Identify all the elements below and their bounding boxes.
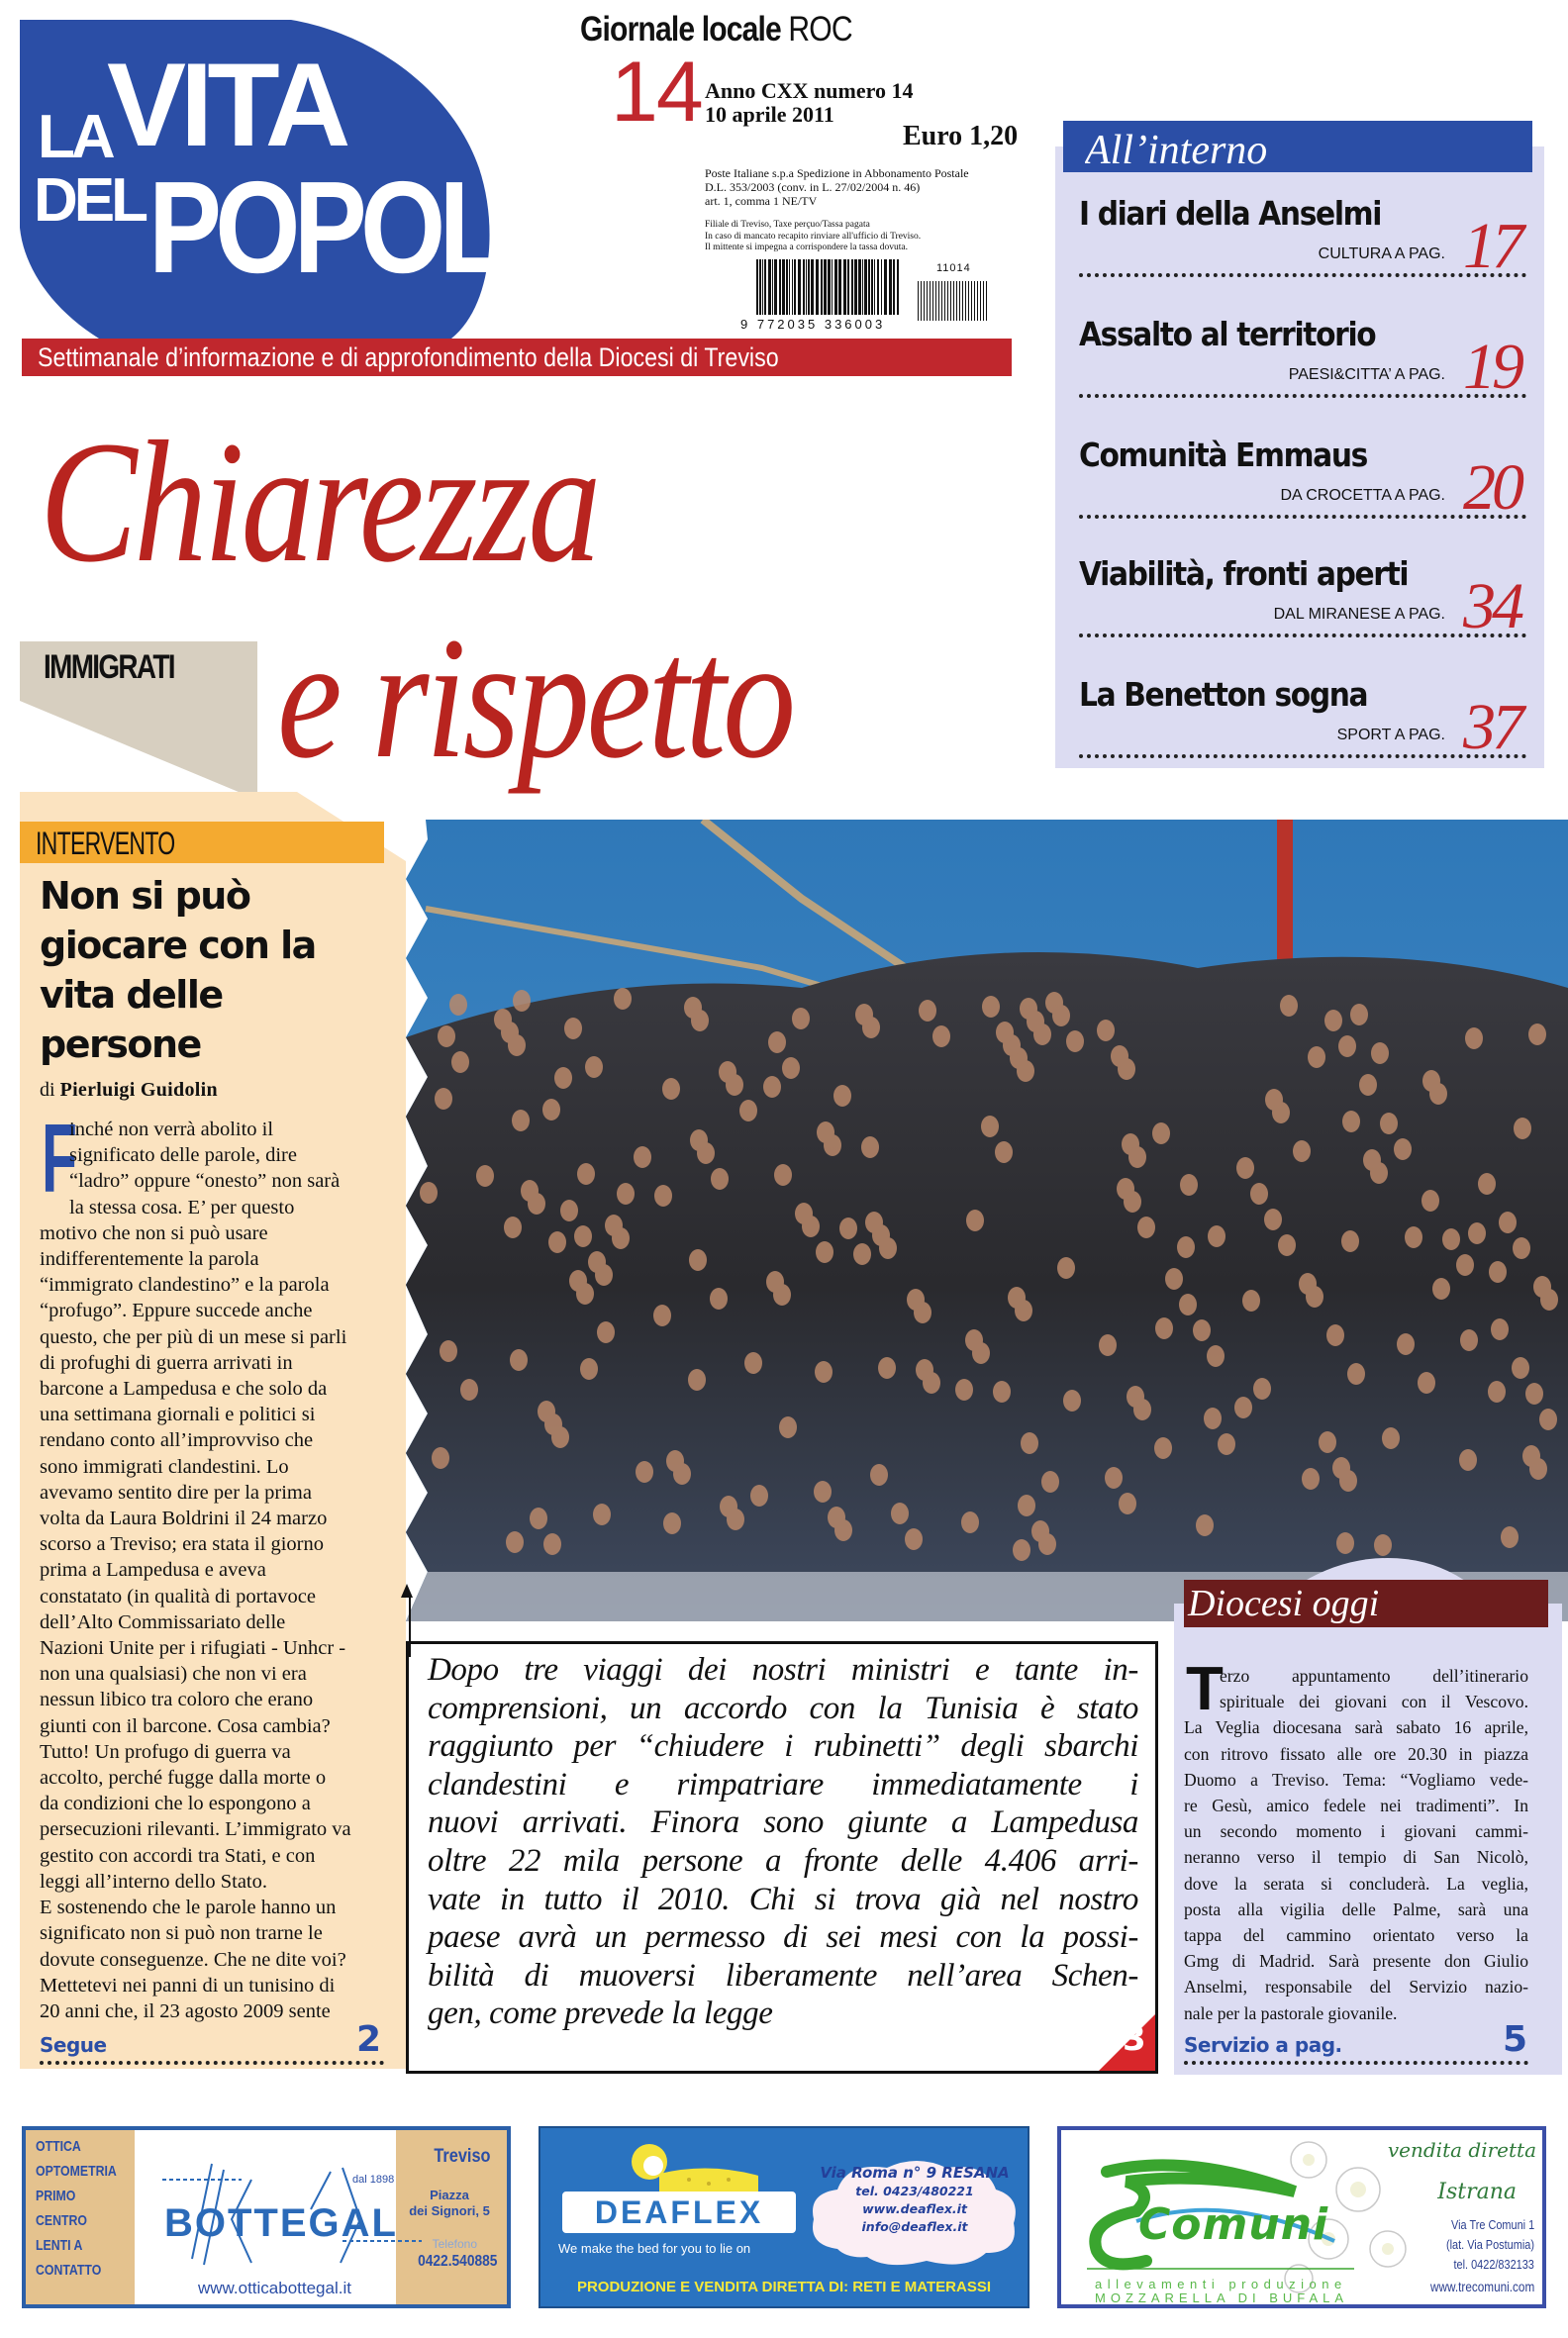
barcode-addon-number: 11014 <box>936 262 971 274</box>
date-line: 10 aprile 2011 <box>705 102 834 127</box>
author-name: Pierluigi Guidolin <box>59 1079 218 1101</box>
main-headline-line1: Chiarezza <box>40 406 598 599</box>
barcode-addon-icon <box>916 273 991 321</box>
inside-item-headline: I diari della Anselmi <box>1079 194 1382 233</box>
ad-address-note: (lat. Via Postumia) <box>1445 2237 1534 2252</box>
barcode-icon <box>754 259 903 321</box>
inside-item-headline: La Benetton sogna <box>1079 675 1368 714</box>
diocesi-body-line: neranno verso il tempio di San Nicolò, <box>1184 1847 1528 1868</box>
diocesi-body-line: La Veglia diocesana sarà sabato 16 aprile, <box>1184 1717 1528 1738</box>
caption-line: gen, come prevede la legge <box>428 1996 773 2032</box>
postal-notice-line: Il mittente si impegna a corrispondere la tassa dovuta. <box>705 243 908 252</box>
opinion-body <box>40 1104 386 2024</box>
caption-pointer-arrow-icon <box>401 1584 413 1598</box>
ad-trecomuni[interactable] <box>1057 2126 1546 2308</box>
postal-notice-line: Filiale di Treviso, Taxe perçuo/Tassa pagata <box>705 220 870 230</box>
opinion-body-line: nessun libico tra coloro che erano <box>40 1689 314 1711</box>
section-label: INTERVENTO <box>36 826 175 861</box>
dotted-divider <box>1184 2061 1528 2065</box>
ad-service: OPTOMETRIA <box>36 2163 117 2180</box>
main-headline-line2: e rispetto <box>277 602 793 795</box>
opinion-body-line: significato non si può non trarne le <box>40 1922 323 1945</box>
ad-brand: Comuni <box>1138 2199 1329 2250</box>
ad-deaflex[interactable] <box>539 2126 1029 2308</box>
opinion-body-line: “ladro” oppure “onesto” non sarà <box>69 1170 341 1193</box>
caption-line: oltre 22 mila persone a fronte delle 4.406 arri- <box>428 1842 1138 1879</box>
opinion-body-line: dovute conseguenze. Che ne dite voi? <box>40 1948 346 1971</box>
photo-caption <box>428 1651 1138 2033</box>
ad-subtitle: MOZZARELLA DI BUFALA <box>1095 2290 1349 2305</box>
diocesi-body-line: posta alla vigilia delle Palme, sarà una <box>1184 1899 1528 1919</box>
inside-item-page: 37 <box>1463 691 1520 763</box>
diocesi-body-line: nale per la pastorale giovanile. <box>1184 2002 1398 2023</box>
ad-email[interactable]: info@deaflex.it <box>861 2219 968 2234</box>
opinion-body-line: significato delle parole, dire <box>69 1144 297 1167</box>
ad-since: dal 1898 <box>352 2174 395 2186</box>
registry-label <box>580 10 852 49</box>
inside-item-headline: Comunità Emmaus <box>1079 436 1367 474</box>
opinion-body-line: leggi all’interno dello Stato. <box>40 1870 268 1893</box>
opinion-body-line: Tutto! Un profugo di guerra va <box>40 1740 291 1763</box>
caption-line: clandestini e rimpatriare immediatamente i <box>428 1766 1138 1802</box>
opinion-body-line: persecuzioni rilevanti. L’immigrato va <box>40 1818 351 1841</box>
continue-page[interactable]: 5 <box>1503 2019 1528 2060</box>
ad-address: Via Roma n° 9 RESANA <box>820 2164 1010 2182</box>
opinion-body-line: prima a Lampedusa e aveva <box>40 1559 266 1582</box>
tagline-bar <box>22 339 1012 376</box>
issue-info <box>705 79 913 127</box>
sleeping-girl-icon <box>610 2142 778 2197</box>
ad-subtitle: allevamenti produzione <box>1095 2277 1347 2291</box>
inside-item-section: PAESI&CITTA’ A PAG. <box>1288 366 1445 383</box>
ad-address-line: Piazza <box>430 2188 469 2202</box>
ad-tagline: vendita diretta <box>1387 2138 1536 2162</box>
opinion-body-line: avevamo sentito dire per la prima <box>40 1481 312 1504</box>
ad-address-line: dei Signori, 5 <box>409 2203 490 2218</box>
barcode-number: 9 772035 336003 <box>740 317 886 332</box>
ad-service: PRIMO <box>36 2188 76 2204</box>
registry-bold: Giornale locale <box>580 10 781 49</box>
dotted-divider <box>1079 754 1526 758</box>
opinion-body-line: dell’Alto Commissariato delle <box>40 1610 286 1633</box>
ad-phone: tel. 0422/832133 <box>1453 2257 1534 2272</box>
ad-address <box>400 2188 499 2219</box>
caption-page[interactable]: 3 <box>1123 2019 1146 2059</box>
ad-website[interactable]: www.deaflex.it <box>862 2201 967 2216</box>
opinion-body-line: volta da Laura Boldrini il 24 marzo <box>40 1508 328 1530</box>
logo-text-la: LA <box>38 103 112 171</box>
opinion-body-line: di profughi di guerra arrivati in <box>40 1351 293 1374</box>
inside-item-page: 34 <box>1463 570 1520 642</box>
dropcap: T <box>1186 1655 1224 1723</box>
ad-brand: BOTTEGAL <box>164 2201 398 2245</box>
opinion-body-line: motivo che non si può usare <box>40 1221 268 1244</box>
inside-title: All’interno <box>1085 128 1268 173</box>
inside-item[interactable] <box>1079 194 1526 313</box>
diocesi-body-line: tappa del cammino orientato verso la <box>1184 1925 1528 1946</box>
postal-notice <box>705 220 921 254</box>
postal-notice-line: In caso di mancato recapito rinviare all'ufficio di Treviso. <box>705 231 922 242</box>
inside-item-section: SPORT A PAG. <box>1336 727 1445 743</box>
tagline: Settimanale d’informazione e di approfondimento della Diocesi di Treviso <box>38 342 779 372</box>
diocesi-body <box>1184 1655 1528 2026</box>
ad-website[interactable]: www.otticabottegal.it <box>198 2279 351 2297</box>
kicker-label: IMMIGRATI <box>44 648 174 686</box>
caption-line: bilità di muoversi liberamente nell’area Schen- <box>428 1957 1138 1994</box>
inside-item-page: 20 <box>1463 451 1520 524</box>
opinion-body-line: sono immigrati clandestini. Lo <box>40 1455 289 1478</box>
ad-service: LENTI A <box>36 2237 83 2254</box>
opinion-body-line: barcone a Lampedusa e che solo da <box>40 1378 328 1401</box>
opinion-body-line: indifferentemente la parola <box>40 1248 259 1271</box>
opinion-body-line: accolto, perché fugge dalla morte o <box>40 1767 327 1790</box>
dotted-divider <box>1079 394 1526 398</box>
ad-phone: tel. 0423/480221 <box>855 2184 974 2198</box>
diocesi-body-line: spirituale dei giovani con il Vescovo. <box>1220 1692 1528 1712</box>
opinion-title: Non si può giocare con la vita delle persone <box>40 874 316 1066</box>
opinion-body-line: “immigrato clandestino” e la parola <box>40 1274 330 1297</box>
diocesi-title: Diocesi oggi <box>1188 1583 1380 1624</box>
registry-plain: ROC <box>788 10 852 49</box>
opinion-body-line: rendano conto all’improvviso che <box>40 1429 314 1452</box>
ad-logo <box>562 2192 796 2233</box>
opinion-body-line: inché non verrà abolito il <box>69 1119 274 1140</box>
diocesi-body-line: Anselmi, responsabile del Servizio nazio- <box>1184 1977 1528 1997</box>
postal-line: Poste Italiane s.p.a Spedizione in Abbonamento Postale <box>705 166 969 180</box>
ad-bottegal[interactable] <box>22 2126 511 2308</box>
continue-link[interactable]: Segue <box>40 2033 107 2057</box>
diocesi-body-line: con ritrovo fissato alle ore 20.30 in piazza <box>1184 1743 1528 1764</box>
diocesi-body-line: un secondo momento i giovani cammi- <box>1184 1821 1528 1842</box>
inside-item-headline: Viabilità, fronti aperti <box>1079 554 1409 593</box>
inside-item-page: 19 <box>1463 331 1520 403</box>
continue-page[interactable]: 2 <box>356 2019 382 2060</box>
inside-item[interactable] <box>1079 436 1526 554</box>
ad-website[interactable]: www.trecomuni.com <box>1429 2279 1534 2294</box>
ad-service: CENTRO <box>36 2212 87 2229</box>
dotted-divider <box>1079 515 1526 519</box>
opinion-body-line: scorso a Treviso; era stata il giorno <box>40 1533 324 1556</box>
opinion-body-line: E sostenendo che le parole hanno un <box>40 1897 337 1919</box>
issue-number: 14 <box>611 45 702 140</box>
logo-text-vita: VITA <box>107 39 345 171</box>
opinion-body-line: questo, che per più di un mese si parli <box>40 1325 347 1348</box>
dotted-divider <box>40 2061 384 2065</box>
inside-item-section: DAL MIRANESE A PAG. <box>1273 606 1445 623</box>
postal-info <box>705 166 1031 208</box>
logo-text-popolo: POPOLO <box>148 154 579 300</box>
ad-service: CONTATTO <box>36 2262 102 2279</box>
caption-line: Dopo tre viaggi dei nostri ministri e tante in- <box>428 1652 1138 1688</box>
opinion-body-line: Nazioni Unite per i rifugiati - Unhcr - <box>40 1637 346 1660</box>
ad-brand: DEAFLEX <box>594 2194 764 2230</box>
inside-item-section: CULTURA A PAG. <box>1318 245 1445 262</box>
ad-phone: 0422.540885 <box>417 2253 497 2270</box>
inside-item-page: 17 <box>1463 210 1520 282</box>
opinion-body-line: una settimana giornali e politici si <box>40 1404 316 1426</box>
crowd-photo <box>406 820 1568 1621</box>
byline-prefix: di <box>40 1079 55 1101</box>
opinion-body-line: “profugo”. Eppure succede anche <box>40 1300 313 1322</box>
dropcap: F <box>42 1104 77 1213</box>
diocesi-body-line: Gmg di Madrid. Sarà presente don Giulio <box>1184 1951 1528 1972</box>
inside-item[interactable] <box>1079 315 1526 434</box>
anno-line: Anno CXX numero 14 <box>705 78 914 103</box>
price: Euro 1,20 <box>903 121 1019 151</box>
caption-line: raggiunto per “chiudere i rubinetti” degli sbarchi <box>428 1728 1138 1765</box>
diocesi-body-line: erzo appuntamento dell’itinerario <box>1220 1666 1528 1686</box>
inside-item-section: DA CROCETTA A PAG. <box>1280 487 1445 504</box>
postal-line: D.L. 353/2003 (conv. in L. 27/02/2004 n. 46) <box>705 180 921 194</box>
caption-line: paese avrà un permesso di sei mesi con la possi- <box>428 1919 1138 1956</box>
diocesi-body-line: re Gesù, amico fedele nei tradimenti”. In <box>1184 1796 1528 1816</box>
opinion-body-line: da condizioni che lo espongono a <box>40 1793 311 1815</box>
postal-line: art. 1, comma 1 NE/TV <box>705 194 818 208</box>
dotted-divider <box>1079 273 1526 277</box>
caption-line: vate in tutto il 2010. Chi si trova già nel nostro <box>428 1881 1138 1917</box>
caption-pointer-line <box>409 1596 411 1657</box>
ad-town: Istrana <box>1437 2180 1517 2204</box>
inside-item[interactable] <box>1079 675 1526 794</box>
continue-link[interactable]: Servizio a pag. <box>1184 2033 1342 2057</box>
ad-address: Via Tre Comuni 1 <box>1450 2217 1534 2232</box>
byline <box>40 1079 218 1102</box>
caption-line: comprensioni, un accordo con la Tunisia è stato <box>428 1690 1138 1726</box>
opinion-body-line: gestito con accordi tra Stati, e con <box>40 1844 316 1867</box>
inside-item-headline: Assalto al territorio <box>1079 315 1376 353</box>
ad-slogan: We make the bed for you to lie on <box>558 2241 751 2256</box>
logo-text-del: DEL <box>34 166 145 235</box>
ad-phone-label: Telefono <box>432 2237 477 2251</box>
dotted-divider <box>1079 633 1526 637</box>
ad-service: OTTICA <box>36 2138 81 2155</box>
caption-line: nuovi arrivati. Finora sono giunte a Lampedusa <box>428 1804 1138 1841</box>
opinion-body-line: la stessa cosa. E’ per questo <box>69 1196 295 1218</box>
inside-item[interactable] <box>1079 554 1526 673</box>
opinion-body-line: constatato (in qualità di portavoce <box>40 1585 316 1607</box>
diocesi-body-line: Duomo a Treviso. Tema: “Vogliamo vede- <box>1184 1769 1528 1790</box>
opinion-body-line: Mettetevi nei panni di un tunisino di <box>40 1974 336 1997</box>
ad-footer: PRODUZIONE E VENDITA DIRETTA DI: RETI E MATERASSI <box>576 2279 992 2295</box>
opinion-body-line: 20 anni che, il 23 agosto 2009 sente <box>40 1999 331 2022</box>
diocesi-body-line: dove la serata si concluderà. La veglia, <box>1184 1873 1528 1894</box>
opinion-body-line: non una qualsiasi) che non vi era <box>40 1663 307 1686</box>
ad-city: Treviso <box>434 2146 491 2167</box>
opinion-body-line: giunti con il barcone. Cosa cambia? <box>40 1714 331 1737</box>
